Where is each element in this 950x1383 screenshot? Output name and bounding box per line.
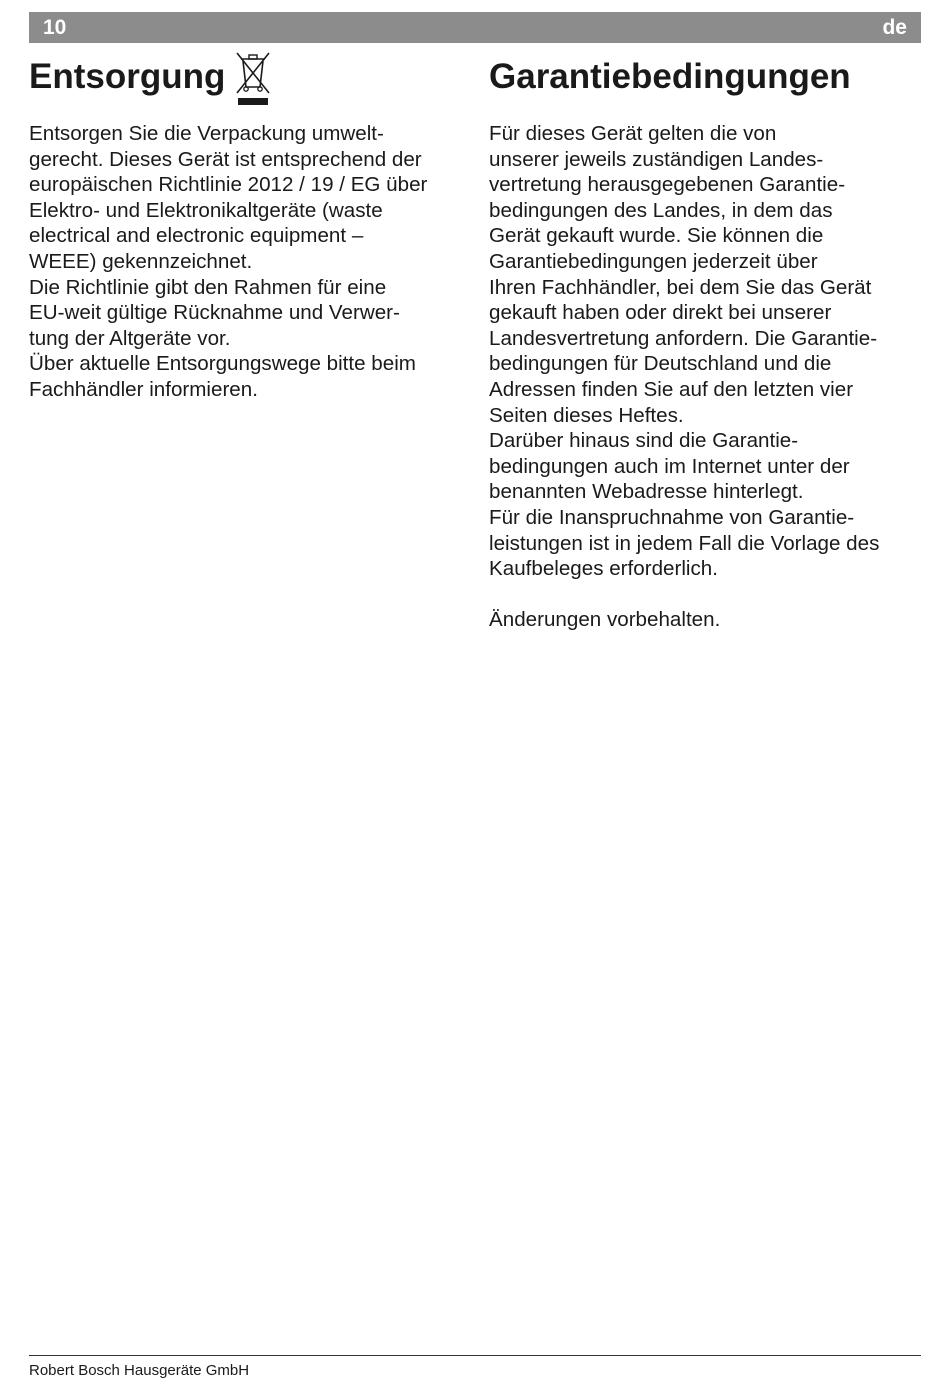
disposal-section <box>29 56 469 403</box>
disposal-text: Entsorgen Sie die Verpackung umwelt- gerecht. Dieses Gerät ist entsprechend der europäischen Richtlinie 2012 / 19 / EG über Elektro- und Elektronikaltgeräte (waste electrical and electronic equipment – WEEE) gekennzeichnet. Die Richtlinie gibt den Rahmen für eine EU-weit gültige Rücknahme und Verwer- tung der Altgeräte vor. Über aktuelle Entsorgungswege bitte beim Fachhändler informieren. <box>29 122 428 401</box>
crossed-out-wheelie-bin-icon <box>233 49 273 107</box>
header-bar <box>29 12 921 43</box>
warranty-heading: Garantiebedingungen <box>489 57 851 96</box>
warranty-text: Für dieses Gerät gelten die von unserer jeweils zuständigen Landes- vertretung herausgegebenen Garantie- bedingungen des Landes, in dem das Gerät gekauft wurde. Sie können die Garantiebedingungen jederzeit über Ihren Fachhändler, bei dem Sie das Gerät gekauft haben oder direkt bei unserer Landesvertretung anfordern. Die Garantie- bedingungen für Deutschland und die Adressen finden Sie auf den letzten vier Seiten dieses Heftes. Darüber hinaus sind die Garantie- bedingungen auch im Internet unter der benannten Webadresse hinterlegt. Für die Inanspruchnahme von Garantie- leistungen ist in jedem Fall die Vorlage des Kaufbeleges erforderlich. Änderungen vorbehalten. <box>489 122 880 632</box>
footer-company: Robert Bosch Hausgeräte GmbH <box>29 1362 250 1379</box>
warranty-section <box>489 56 929 633</box>
disposal-heading: Entsorgung <box>29 57 226 96</box>
footer-divider <box>29 1355 921 1356</box>
page-number: 10 <box>43 16 67 39</box>
language-code: de <box>882 16 907 39</box>
